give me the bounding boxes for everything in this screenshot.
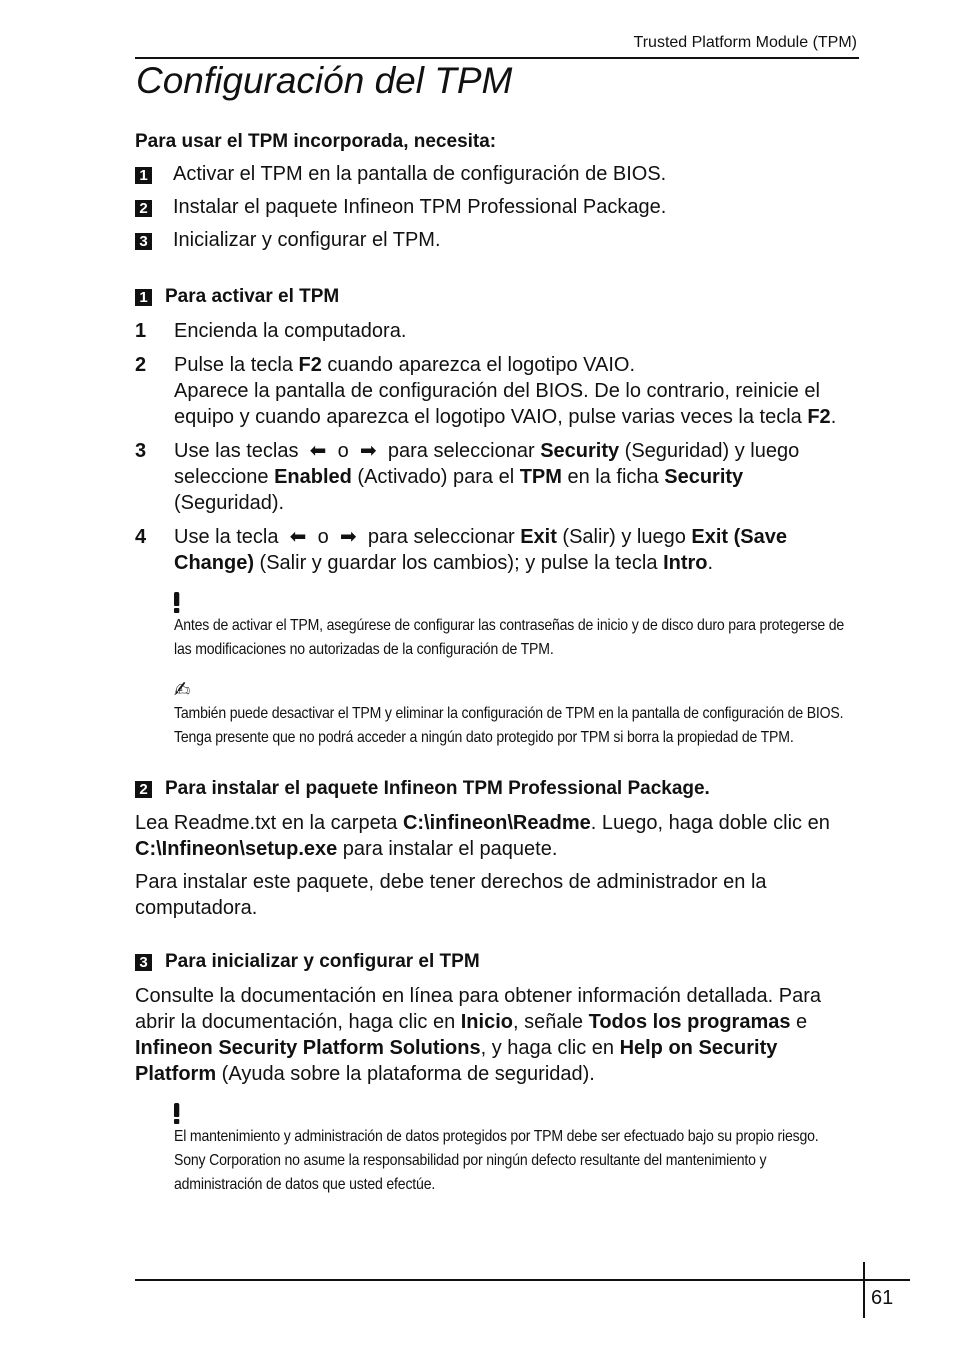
step-text xyxy=(174,352,855,430)
option-exit-save: Exit (Save Change) xyxy=(174,526,787,574)
section1-heading-text: Para activar el TPM xyxy=(165,286,340,307)
menu-infineon: Infineon Security Platform Solutions xyxy=(135,1037,481,1059)
menu-exit: Exit xyxy=(520,526,557,548)
step-2 xyxy=(135,352,855,430)
intro-heading: Para usar el TPM incorporada, necesita: xyxy=(135,131,497,152)
readme-path: C:\infineon\Readme xyxy=(402,812,591,834)
text-run: Lea Readme.txt en la carpeta xyxy=(135,812,403,834)
footer-rule xyxy=(135,1279,910,1281)
text-run: (Ayuda sobre la plataforma de seguridad). xyxy=(216,1063,595,1085)
text-run: , señale xyxy=(512,1011,589,1033)
header-rule xyxy=(135,57,859,59)
menu-todos-los-programas: Todos los programas xyxy=(588,1011,791,1033)
text-run: para seleccionar xyxy=(362,526,521,548)
text-run: o xyxy=(312,526,335,548)
warning-text: El mantenimiento y administración de datos protegidos por TPM debe ser efectuado bajo su propio riesgo. Sony Corporation no asume la responsabilidad por ningún defecto resultante del mantenimiento y administración de datos que usted efectúe. xyxy=(174,1128,819,1193)
right-arrow-icon: ➡ xyxy=(339,526,357,548)
text-run: Use la tecla xyxy=(174,526,285,548)
text-run: Use las teclas xyxy=(174,440,305,462)
section3-paragraph xyxy=(135,983,855,1087)
section2-heading xyxy=(135,776,855,802)
text-run: (Seguridad). xyxy=(174,492,285,514)
step-number-box: 3 xyxy=(135,233,152,250)
step-number-box: 2 xyxy=(135,781,152,798)
section2-paragraph xyxy=(135,810,855,862)
step-number: 1 xyxy=(135,320,147,342)
section2-paragraph: Para instalar este paquete, debe tener derechos de administrador en la computadora. xyxy=(135,871,767,919)
section2-heading-text: Para instalar el paquete Infineon TPM Professional Package. xyxy=(165,778,710,799)
section3-heading-text: Para inicializar y configurar el TPM xyxy=(165,951,480,972)
text-run: . Luego, haga doble clic en xyxy=(590,812,830,834)
section3-heading xyxy=(135,949,855,975)
text-run: Consulte la documentación en línea para obtener información detallada. Para abrir la documentación, haga clic en xyxy=(135,985,821,1033)
footer-divider xyxy=(863,1262,865,1318)
memo-pencil-icon: ✍ xyxy=(174,678,191,703)
step-number-box: 1 xyxy=(135,167,152,184)
step-3 xyxy=(135,438,855,516)
intro-item-text: Inicializar y configurar el TPM. xyxy=(173,229,441,251)
key-intro: Intro xyxy=(663,552,708,574)
step-number: 2 xyxy=(135,354,147,376)
step-text: Encienda la computadora. xyxy=(174,320,407,342)
option-enabled: Enabled xyxy=(274,466,352,488)
text-run: e xyxy=(790,1011,808,1033)
intro-item xyxy=(135,227,855,260)
step-1 xyxy=(135,318,855,344)
item-tpm: TPM xyxy=(519,466,562,488)
text-run: para seleccionar xyxy=(382,440,541,462)
menu-help: Help on Security Platform xyxy=(135,1037,778,1085)
text-run: para instalar el paquete. xyxy=(337,838,558,860)
text-run: Pulse la tecla xyxy=(174,354,299,376)
text-run: o xyxy=(332,440,355,462)
key-f2: F2 xyxy=(807,406,831,428)
tab-security: Security xyxy=(664,466,744,488)
key-f2: F2 xyxy=(298,354,322,376)
text-run: (Salir y guardar los cambios); y pulse la tecla xyxy=(254,552,664,574)
text-run: Aparece la pantalla de configuración del BIOS. De lo contrario, reinicie el equipo y cuando aparezca el logotipo VAIO, pulse varias veces la tecla xyxy=(174,380,820,428)
intro-item xyxy=(135,194,855,227)
menu-inicio: Inicio xyxy=(460,1011,513,1033)
step-number: 3 xyxy=(135,440,147,462)
section1-heading xyxy=(135,284,855,310)
step-number-box: 3 xyxy=(135,954,152,971)
step-number-box: 1 xyxy=(135,289,152,306)
page-number: 61 xyxy=(871,1287,894,1309)
step-4 xyxy=(135,524,855,576)
menu-security: Security xyxy=(540,440,620,462)
warning-note xyxy=(174,1103,852,1197)
setup-path: C:\Infineon\setup.exe xyxy=(135,838,338,860)
text-run: (Activado) para el xyxy=(351,466,520,488)
text-run: . xyxy=(830,406,837,428)
intro-item-text: Activar el TPM en la pantalla de configuración de BIOS. xyxy=(173,163,667,185)
page-content xyxy=(135,129,855,1197)
text-run: (Salir) y luego xyxy=(556,526,692,548)
step-number-box: 2 xyxy=(135,200,152,217)
page-title: Configuración del TPM xyxy=(136,60,513,101)
step-text xyxy=(174,524,855,576)
running-header: Trusted Platform Module (TPM) xyxy=(633,34,857,51)
text-run: cuando aparezca el logotipo VAIO. xyxy=(321,354,636,376)
text-run: en la ficha xyxy=(561,466,665,488)
step-number: 4 xyxy=(135,526,147,548)
text-run: . xyxy=(707,552,714,574)
warning-note xyxy=(174,592,852,662)
intro-item-text: Instalar el paquete Infineon TPM Professional Package. xyxy=(173,196,667,218)
text-run: (Seguridad) y luego seleccione xyxy=(174,440,800,488)
step-text xyxy=(174,438,855,516)
intro-item xyxy=(135,161,855,194)
text-run: , y haga clic en xyxy=(480,1037,620,1059)
warning-icon xyxy=(174,592,179,612)
memo-text: También puede desactivar el TPM y eliminar la configuración de TPM en la pantalla de configuración de BIOS. Tenga presente que no podrá acceder a ningún dato protegido por TPM si borra la propiedad de TPM. xyxy=(174,705,844,746)
memo-note xyxy=(174,680,852,750)
left-arrow-icon: ⬅ xyxy=(309,440,327,462)
warning-icon xyxy=(174,1103,179,1123)
warning-text: Antes de activar el TPM, asegúrese de configurar las contraseñas de inicio y de disco duro para protegerse de las modificaciones no autorizadas de la configuración de TPM. xyxy=(174,617,845,658)
right-arrow-icon: ➡ xyxy=(359,440,377,462)
left-arrow-icon: ⬅ xyxy=(289,526,307,548)
